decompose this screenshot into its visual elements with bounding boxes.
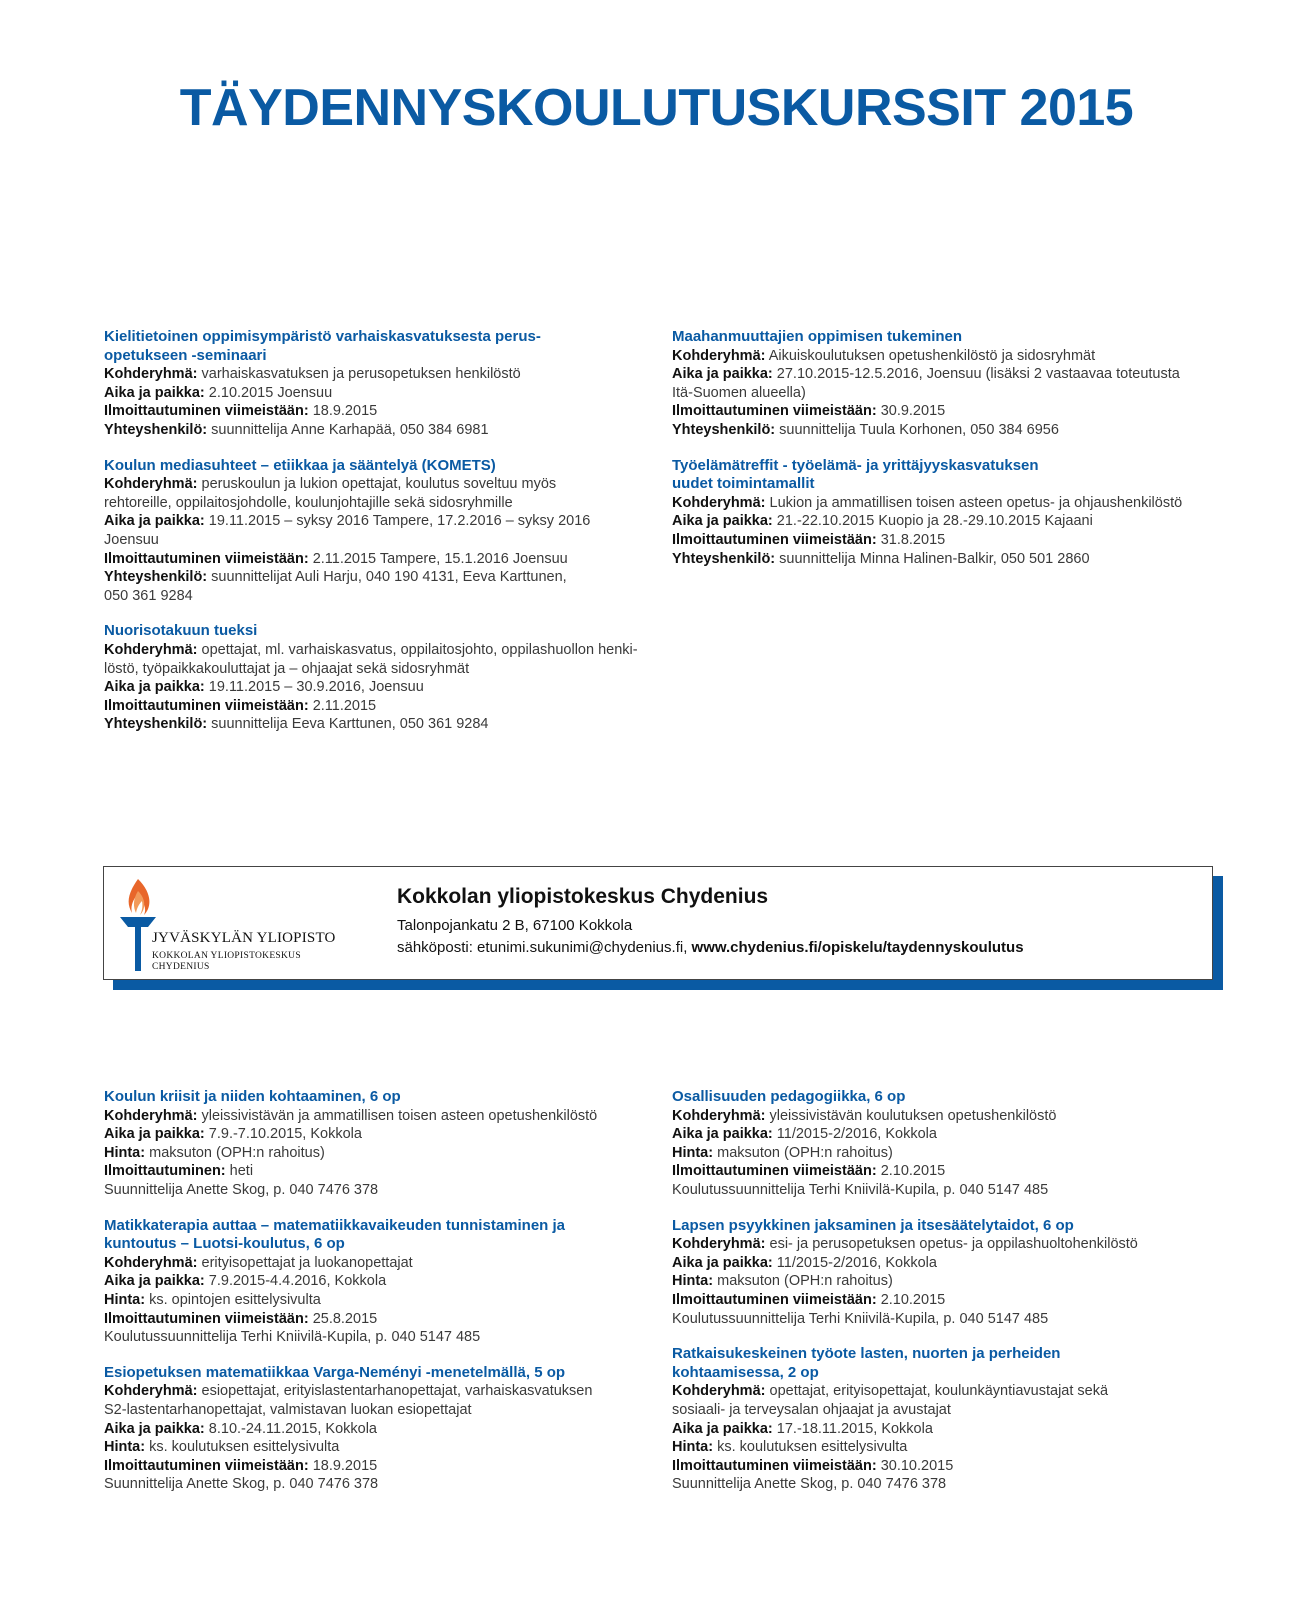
course-detail-row [672,494,1217,513]
detail-value: Suunnittelija Anette Skog, p. 040 7476 378 [104,1476,379,1493]
course-detail-row [104,402,649,421]
detail-value: peruskoulun ja lukion opettajat, koulutus soveltuu myös rehtoreille, oppilaitosjohdolle, koulunjohtajille sekä sidosryhmille [104,476,557,511]
course-detail-row [672,1254,1217,1273]
course-block [104,622,649,734]
course-detail-row [672,512,1217,531]
course-block [672,328,1217,440]
detail-label: Kohderyhmä: [672,1383,766,1400]
detail-value: Koulutussuunnittelija Terhi Kniivilä-Kupila, p. 040 5147 485 [104,1329,481,1346]
course-detail-row [104,1162,649,1181]
detail-value: opettajat, erityisopettajat, koulunkäyntiavustajat sekä sosiaali- ja terveysalan ohjaajat ja avustajat [672,1383,1109,1418]
detail-label: Aika ja paikka: [672,1126,773,1143]
address: Talonpojankatu 2 B, 67100 Kokkola [397,917,633,934]
course-detail-row [104,1328,649,1347]
detail-value: suunnittelijat Auli Harju, 040 190 4131, Eeva Karttunen, 050 361 9284 [104,569,567,604]
contact-details [397,885,1024,959]
course-detail-row [104,1254,649,1273]
courses-top-left [104,328,649,751]
course-detail-row [104,1310,649,1329]
detail-label: Aika ja paikka: [104,1420,205,1437]
contact-info-box [103,866,1213,980]
detail-value: Lukion ja ammatillisen toisen asteen opetus- ja ohjaushenkilöstö [769,494,1183,511]
course-title: Lapsen psyykkinen jaksaminen ja itsesäätelytaidot, 6 op [672,1216,1074,1234]
course-detail-row [104,421,649,440]
detail-value: 19.11.2015 – 30.9.2016, Joensuu [208,679,424,696]
course-detail-row [104,1291,649,1310]
course-detail-row [104,697,649,716]
course-title: Koulun mediasuhteet – etiikkaa ja sääntelyä (KOMETS) [104,456,496,474]
detail-label: Ilmoittautuminen viimeistään: [104,1457,309,1474]
detail-value: ks. opintojen esittelysivulta [149,1291,321,1308]
detail-label: Ilmoittautuminen viimeistään: [104,550,309,567]
detail-label: Aika ja paikka: [104,679,205,696]
detail-value: Aikuiskoulutuksen opetushenkilöstö ja sidosryhmät [768,347,1096,364]
detail-label: Ilmoittautuminen viimeistään: [104,403,309,420]
course-detail-row [104,1438,649,1457]
detail-value: 7.9.2015-4.4.2016, Kokkola [208,1273,387,1290]
course-detail-row [104,715,649,734]
detail-value: maksuton (OPH:n rahoitus) [149,1144,325,1161]
detail-label: Ilmoittautuminen viimeistään: [672,1457,877,1474]
organization-name: Kokkolan yliopistokeskus Chydenius [397,885,769,908]
course-detail-row [672,1382,1217,1419]
detail-value: suunnittelija Minna Halinen-Balkir, 050 501 2860 [779,550,1090,567]
course-detail-row [104,1272,649,1291]
detail-label: Ilmoittautuminen viimeistään: [672,403,877,420]
courses-bottom-left [104,1088,649,1511]
course-title: Nuorisotakuun tueksi [104,622,258,640]
detail-value: suunnittelija Anne Karhapää, 050 384 6981 [211,421,489,438]
course-title: Työelämätreffit - työelämä- ja yrittäjyyskasvatuksen uudet toimintamallit [672,456,1039,493]
courses-top-right [672,328,1217,585]
course-detail-row [104,384,649,403]
course-detail-row [672,1144,1217,1163]
detail-label: Ilmoittautuminen viimeistään: [104,1310,309,1327]
detail-value: 25.8.2015 [312,1310,378,1327]
course-detail-row [672,1272,1217,1291]
logo-subtitle-1: KOKKOLAN YLIOPISTOKESKUS [152,951,301,961]
detail-label: Aika ja paikka: [672,366,773,383]
detail-value: Suunnittelija Anette Skog, p. 040 7476 378 [104,1181,379,1198]
course-detail-row [104,568,649,605]
course-detail-row [672,1438,1217,1457]
course-detail-row [672,550,1217,569]
detail-value: 31.8.2015 [880,531,946,548]
course-block [672,1345,1217,1494]
course-block [672,1217,1217,1329]
course-title: Matikkaterapia auttaa – matematiikkavaikeuden tunnistaminen ja kuntoutus – Luotsi-koulutus, 6 op [104,1216,566,1253]
course-detail-row [104,1181,649,1200]
detail-label: Ilmoittautuminen: [104,1163,226,1180]
detail-label: Kohderyhmä: [672,1236,766,1253]
page-title: TÄYDENNYSKOULUTUSKURSSIT 2015 [179,79,1134,137]
detail-value: maksuton (OPH:n rahoitus) [717,1144,893,1161]
course-block [672,1088,1217,1200]
course-detail-row [672,365,1217,402]
detail-label: Hinta: [104,1144,146,1161]
detail-label: Kohderyhmä: [104,1254,198,1271]
course-title: Kielitietoinen oppimisympäristö varhaiskasvatuksesta perus- opetukseen -seminaari [104,328,541,364]
course-block [104,457,649,606]
detail-value: esi- ja perusopetuksen opetus- ja oppilashuoltohenkilöstö [769,1236,1138,1253]
detail-value: heti [229,1163,254,1180]
course-detail-row [672,1457,1217,1476]
detail-label: Aika ja paikka: [672,513,773,530]
contact-line [397,937,1024,959]
detail-value: varhaiskasvatuksen ja perusopetuksen henkilöstö [201,366,521,383]
detail-value: 8.10.-24.11.2015, Kokkola [208,1420,377,1437]
email-text: sähköposti: etunimi.sukunimi@chydenius.fi, [397,939,688,956]
course-block [104,1217,649,1347]
course-detail-row [672,347,1217,366]
course-detail-row [104,475,649,512]
detail-label: Aika ja paikka: [104,1126,205,1143]
detail-value: 11/2015-2/2016, Kokkola [776,1254,937,1271]
course-title: Esiopetuksen matematiikkaa Varga-Neményi -menetelmällä, 5 op [104,1363,566,1381]
detail-label: Kohderyhmä: [104,366,198,383]
detail-label: Hinta: [104,1439,146,1456]
detail-value: 2.10.2015 [880,1163,946,1180]
detail-label: Kohderyhmä: [104,476,198,493]
course-detail-row [104,1107,649,1126]
course-detail-row [672,402,1217,421]
detail-value: 30.10.2015 [880,1457,954,1474]
course-detail-row [672,1235,1217,1254]
course-block [104,1364,649,1494]
detail-label: Hinta: [104,1291,146,1308]
detail-label: Aika ja paikka: [672,1254,773,1271]
detail-label: Kohderyhmä: [672,1107,766,1124]
course-detail-row [104,512,649,549]
course-detail-row [104,1457,649,1476]
detail-value: suunnittelija Tuula Korhonen, 050 384 6956 [779,421,1059,438]
detail-value: maksuton (OPH:n rahoitus) [717,1273,893,1290]
detail-label: Hinta: [672,1144,714,1161]
detail-label: Yhteyshenkilö: [672,421,776,438]
detail-label: Aika ja paikka: [104,513,205,530]
course-detail-row [672,1107,1217,1126]
course-detail-row [672,421,1217,440]
detail-value: erityisopettajat ja luokanopettajat [201,1254,413,1271]
detail-label: Hinta: [672,1273,714,1290]
course-detail-row [672,531,1217,550]
detail-value: 2.11.2015 Tampere, 15.1.2016 Joensuu [312,550,568,567]
course-title: Maahanmuuttajien oppimisen tukeminen [672,328,963,345]
detail-label: Hinta: [672,1439,714,1456]
detail-value: Koulutussuunnittelija Terhi Kniivilä-Kupila, p. 040 5147 485 [672,1181,1049,1198]
detail-value: 2.10.2015 Joensuu [208,384,333,401]
detail-value: yleissivistävän koulutuksen opetushenkilöstö [769,1107,1057,1124]
course-detail-row [104,1144,649,1163]
detail-value: Suunnittelija Anette Skog, p. 040 7476 378 [672,1476,947,1493]
detail-value: suunnittelija Eeva Karttunen, 050 361 9284 [211,716,489,733]
detail-value: 21.-22.10.2015 Kuopio ja 28.-29.10.2015 Kajaani [776,513,1093,530]
course-block [104,328,649,440]
course-detail-row [104,550,649,569]
logo-university-name: JYVÄSKYLÄN YLIOPISTO [152,930,336,946]
course-detail-row [104,641,649,678]
detail-value: 2.10.2015 [880,1291,946,1308]
course-title: Ratkaisukeskeinen työote lasten, nuorten ja perheiden kohtaamisessa, 2 op [672,1345,1061,1381]
detail-value: 19.11.2015 – syksy 2016 Tampere, 17.2.2016 – syksy 2016 Joensuu [104,513,591,548]
detail-label: Ilmoittautuminen viimeistään: [104,697,309,714]
course-block [672,457,1217,569]
detail-label: Kohderyhmä: [104,1107,198,1124]
detail-value: opettajat, ml. varhaiskasvatus, oppilaitosjohto, oppilashuollon henki- löstö, työpaikkakouluttajat ja – ohjaajat sekä sidosryhmät [104,641,638,677]
course-detail-row [104,1420,649,1439]
detail-label: Ilmoittautuminen viimeistään: [672,1291,877,1308]
detail-label: Kohderyhmä: [672,347,766,364]
course-detail-row [104,1125,649,1144]
course-detail-row [104,678,649,697]
course-detail-row [672,1475,1217,1494]
courses-bottom-right [672,1088,1217,1511]
detail-label: Kohderyhmä: [672,494,766,511]
detail-label: Yhteyshenkilö: [104,569,208,586]
detail-value: 18.9.2015 [312,1457,378,1474]
course-block [104,1088,649,1200]
detail-label: Ilmoittautuminen viimeistään: [672,531,877,548]
detail-label: Yhteyshenkilö: [104,421,208,438]
course-detail-row [672,1420,1217,1439]
website-link[interactable]: www.chydenius.fi/opiskelu/taydennyskoulutus [691,939,1024,956]
detail-value: 17.-18.11.2015, Kokkola [776,1420,933,1437]
detail-value: ks. koulutuksen esittelysivulta [717,1439,908,1456]
logo-subtitle-2: CHYDENIUS [152,962,210,972]
course-title: Osallisuuden pedagogiikka, 6 op [672,1088,906,1105]
course-detail-row [104,1382,649,1419]
detail-value: 30.9.2015 [880,403,946,420]
course-title: Koulun kriisit ja niiden kohtaaminen, 6 op [104,1088,401,1105]
detail-value: 11/2015-2/2016, Kokkola [776,1126,937,1143]
detail-label: Yhteyshenkilö: [672,550,776,567]
detail-label: Aika ja paikka: [104,384,205,401]
detail-label: Aika ja paikka: [672,1420,773,1437]
detail-label: Kohderyhmä: [104,1383,198,1400]
detail-value: Koulutussuunnittelija Terhi Kniivilä-Kupila, p. 040 5147 485 [672,1310,1049,1327]
course-detail-row [672,1181,1217,1200]
detail-label: Yhteyshenkilö: [104,716,208,733]
detail-label: Kohderyhmä: [104,641,198,658]
course-detail-row [672,1162,1217,1181]
detail-value: 2.11.2015 [312,697,377,714]
detail-label: Aika ja paikka: [104,1273,205,1290]
course-detail-row [104,1475,649,1494]
detail-value: 27.10.2015-12.5.2016, Joensuu (lisäksi 2 vastaavaa toteutusta Itä-Suomen alueella) [672,366,1180,401]
course-detail-row [104,365,649,384]
detail-label: Ilmoittautuminen viimeistään: [672,1163,877,1180]
detail-value: ks. koulutuksen esittelysivulta [149,1439,340,1456]
detail-value: yleissivistävän ja ammatillisen toisen asteen opetushenkilöstö [201,1107,598,1124]
detail-value: esiopettajat, erityislastentarhanopettajat, varhaiskasvatuksen S2-lastentarhanopettajat, valmistavan luokan esiopettajat [104,1383,593,1418]
university-logo [118,875,368,975]
detail-value: 18.9.2015 [312,403,378,420]
course-detail-row [672,1291,1217,1310]
course-detail-row [672,1310,1217,1329]
detail-value: 7.9.-7.10.2015, Kokkola [208,1126,362,1143]
course-detail-row [672,1125,1217,1144]
